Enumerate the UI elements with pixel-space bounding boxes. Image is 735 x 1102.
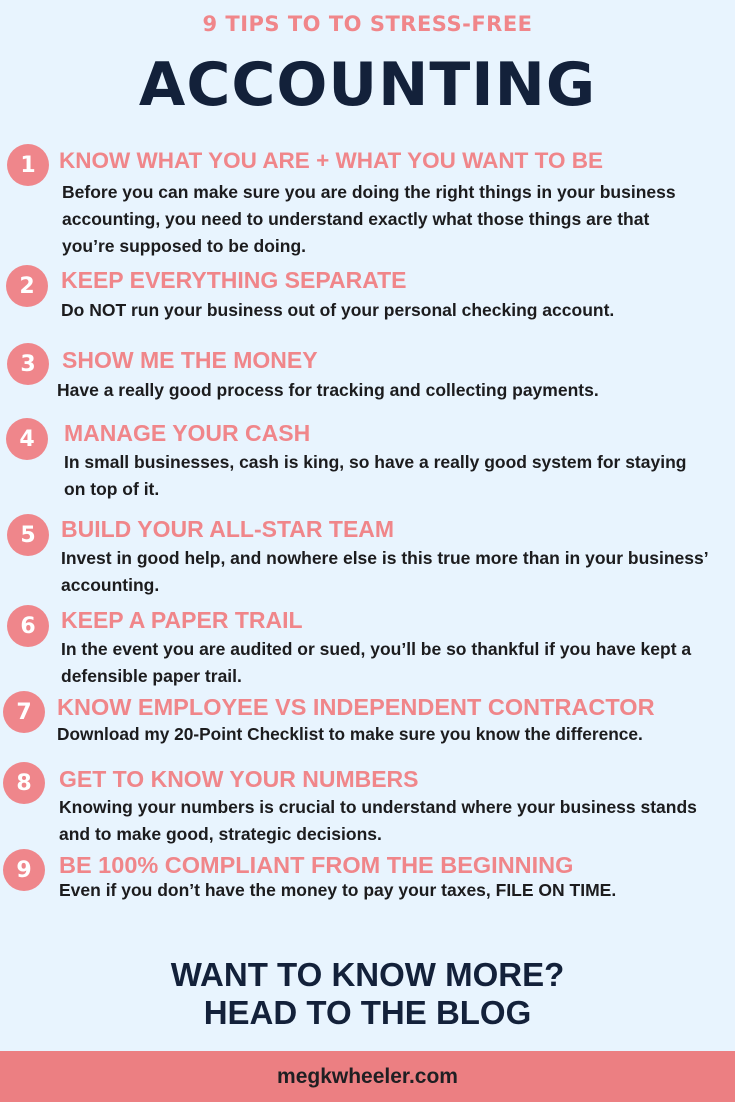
tip-body: Have a really good process for tracking and collecting payments. xyxy=(57,380,599,400)
number-badge: 4 xyxy=(6,418,48,460)
tip-body: Before you can make sure you are doing the right things in your business accounting, you need to understand exactly what those things are that you’re supposed to be doing. xyxy=(62,182,676,256)
call-to-action xyxy=(0,956,735,1032)
subtitle: 9 TIPS TO TO STRESS-FREE xyxy=(202,12,533,36)
tip-title: KEEP A PAPER TRAIL xyxy=(61,607,303,633)
number-badge: 2 xyxy=(6,265,48,307)
number-badge: 8 xyxy=(3,762,45,804)
tip-title: KNOW WHAT YOU ARE + WHAT YOU WANT TO BE xyxy=(59,148,603,173)
tip-body: Knowing your numbers is crucial to understand where your business stands and to make good, strategic decisions. xyxy=(59,797,697,844)
tip-body: In small businesses, cash is king, so have a really good system for staying on top of it. xyxy=(64,452,687,499)
number-badge: 6 xyxy=(7,605,49,647)
tip-title: KEEP EVERYTHING SEPARATE xyxy=(61,267,407,293)
footer-bar xyxy=(0,1051,735,1102)
tip-title: BUILD YOUR ALL-STAR TEAM xyxy=(61,516,395,542)
tip-body: Do NOT run your business out of your personal checking account. xyxy=(61,300,615,320)
number-badge: 1 xyxy=(7,144,49,186)
tip-body: Invest in good help, and nowhere else is this true more than in your business’ accounting. xyxy=(61,548,708,595)
tip-body: In the event you are audited or sued, you’ll be so thankful if you have kept a defensible paper trail. xyxy=(61,639,692,686)
tip-title: MANAGE YOUR CASH xyxy=(64,420,311,446)
tip-title: GET TO KNOW YOUR NUMBERS xyxy=(59,766,419,792)
number-badge: 5 xyxy=(7,514,49,556)
tip-title: KNOW EMPLOYEE VS INDEPENDENT CONTRACTOR xyxy=(57,694,655,720)
tip-body: Even if you don’t have the money to pay your taxes, FILE ON TIME. xyxy=(59,880,617,900)
cta-line-2: HEAD TO THE BLOG xyxy=(203,994,532,1031)
number-badge: 7 xyxy=(3,691,45,733)
cta-line-1: WANT TO KNOW MORE? xyxy=(170,956,565,993)
number-badge: 9 xyxy=(3,849,45,891)
tip-title: BE 100% COMPLIANT FROM THE BEGINNING xyxy=(59,852,574,878)
website-link[interactable]: megkwheeler.com xyxy=(277,1064,458,1088)
number-badge: 3 xyxy=(7,343,49,385)
tip-body: Download my 20-Point Checklist to make sure you know the difference. xyxy=(57,724,643,744)
tip-title: SHOW ME THE MONEY xyxy=(62,347,318,373)
page-title: ACCOUNTING xyxy=(138,50,597,120)
